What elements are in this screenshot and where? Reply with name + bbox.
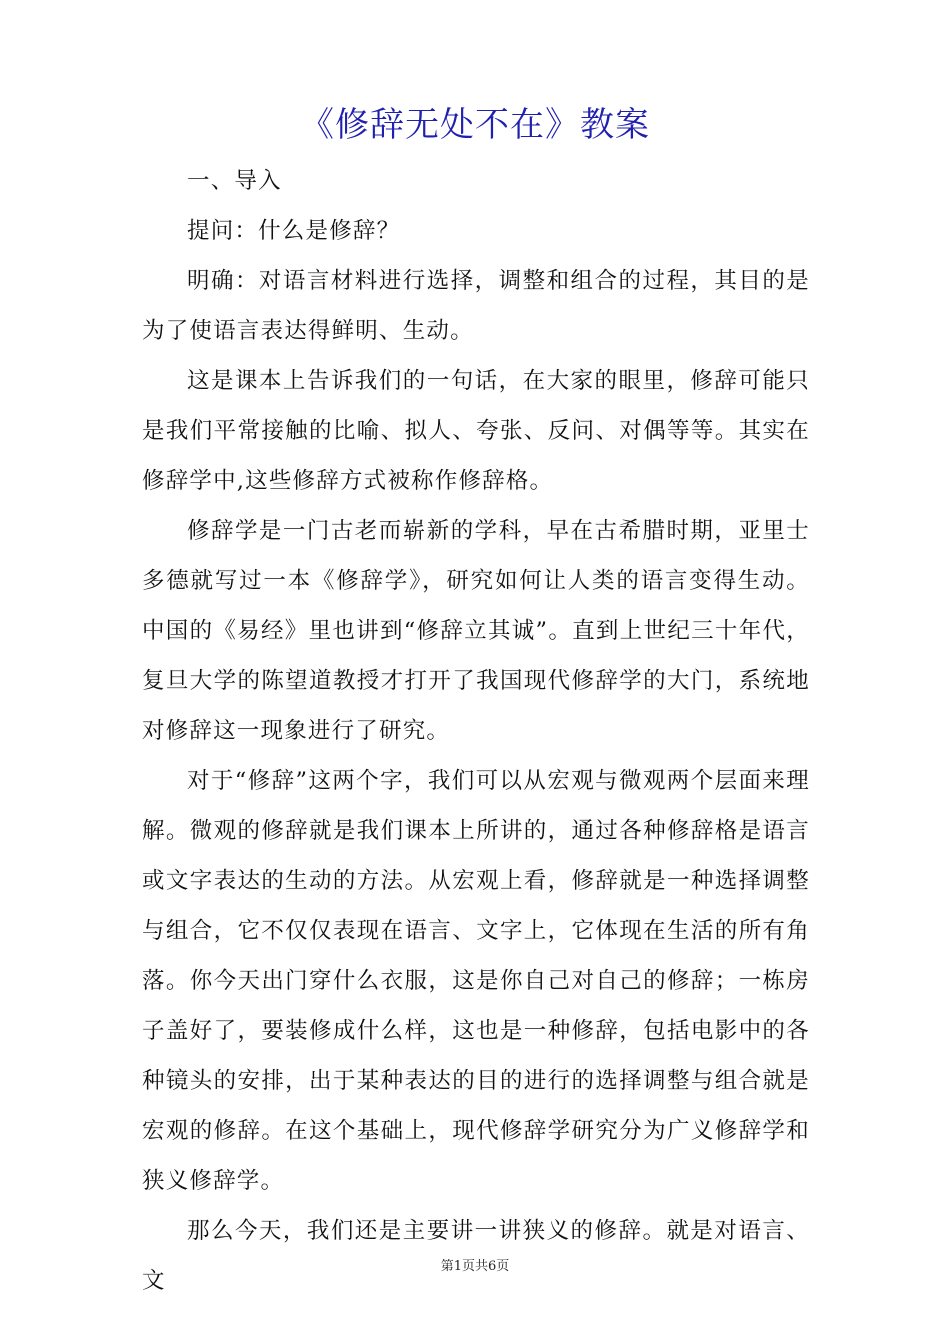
paragraph-textbook-note: 这是课本上告诉我们的一句话，在大家的眼里，修辞可能只是我们平常接触的比喻、拟人、夸张、反问、对偶等等。其实在修辞学中,这些修辞方式被称作修辞格。 <box>142 368 810 494</box>
document-body <box>142 156 810 1306</box>
paragraph-question: 提问：什么是修辞？ <box>187 218 401 244</box>
page-footer: 第1页共6页 <box>440 1259 510 1274</box>
paragraph-section-heading: 一、导入 <box>187 168 282 194</box>
paragraph-macro-micro: 对于“修辞”这两个字，我们可以从宏观与微观两个层面来理解。微观的修辞就是我们课本上所讲的，通过各种修辞格是语言或文字表达的生动的方法。从宏观上看，修辞就是一种选择调整与组合，它不仅仅表现在语言、文字上，它体现在生活的所有角落。你今天出门穿什么衣服，这是你自己对自己的修辞；一栋房子盖好了，要装修成什么样，这也是一种修辞，包括电影中的各种镜头的安排，出于某种表达的目的进行的选择调整与组合就是宏观的修辞。在这个基础上，现代修辞学研究分为广义修辞学和狭义修辞学。 <box>142 768 810 1194</box>
paragraph-definition: 明确：对语言材料进行选择，调整和组合的过程，其目的是为了使语言表达得鲜明、生动。 <box>142 268 810 344</box>
document-title: 《修辞无处不在》教案 <box>300 105 650 145</box>
paragraph-history: 修辞学是一门古老而崭新的学科，早在古希腊时期，亚里士多德就写过一本《修辞学》，研究如何让人类的语言变得生动。中国的《易经》里也讲到“修辞立其诚”。直到上世纪三十年代，复旦大学的陈望道教授才打开了我国现代修辞学的大门，系统地对修辞这一现象进行了研究。 <box>142 518 810 744</box>
paragraph-narrow-rhetoric: 那么今天，我们还是主要讲一讲狭义的修辞。就是对语言、文 <box>142 1218 810 1294</box>
